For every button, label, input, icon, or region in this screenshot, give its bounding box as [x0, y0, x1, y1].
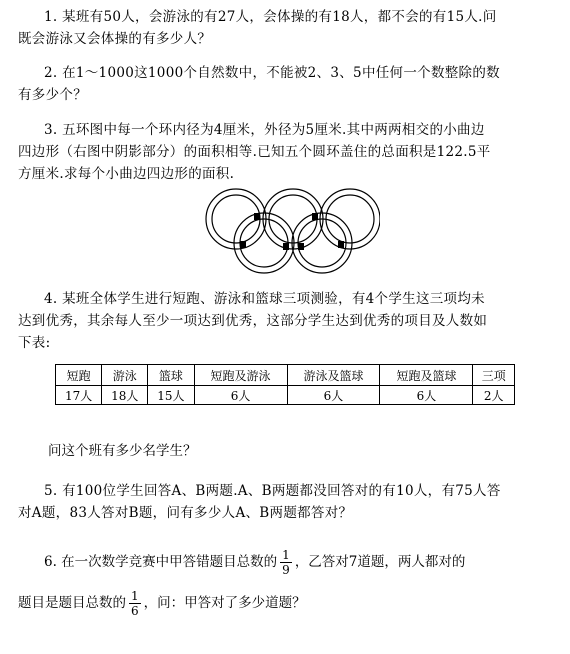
problem-6-text-c: 题目是题目总数的: [18, 595, 126, 611]
ring-top-right-outer: [320, 189, 380, 249]
problem-6-text-a: 6. 在一次数学竞赛中甲答错题目总数的: [44, 554, 278, 570]
table-header-cell: 短跑及游泳: [194, 365, 287, 386]
problem-3: [18, 119, 554, 185]
shaded-overlap-4: [298, 243, 304, 250]
problem-2-line-1: 2. 在1～1000这1000个自然数中，不能被2、3、5中任何一个数整除的数: [44, 65, 500, 81]
table-header-cell: 三项: [473, 365, 515, 386]
table-cell: 6人: [287, 386, 380, 405]
problem-6-text-b: ，乙答对7道题，两人都对的: [294, 554, 466, 570]
table-row: [56, 386, 515, 405]
problem-6-line-2: [18, 589, 306, 618]
ring-top-right-inner: [326, 195, 374, 243]
table-header-cell: 游泳及篮球: [287, 365, 380, 386]
problem-2-line-2: 有多少个？: [18, 87, 87, 103]
shaded-overlap-3: [283, 243, 289, 250]
problem-1-line-2: 既会游泳又会体操的有多少人？: [18, 31, 212, 47]
fraction-numerator: 1: [282, 548, 290, 562]
olympic-rings-figure: [200, 186, 380, 276]
table-cell: 2人: [473, 386, 515, 405]
shaded-overlap-6: [338, 241, 344, 248]
ring-top-left-inner: [212, 195, 260, 243]
problem-4-line-3: 下表:: [18, 335, 51, 351]
problem-4: [18, 288, 554, 354]
fraction-numerator: 1: [131, 589, 139, 603]
fraction-denominator: 9: [282, 563, 290, 577]
problem-3-line-1: 3. 五环图中每一个环内径为4厘米，外径为5厘米.其中两两相交的小曲边: [44, 122, 485, 138]
problem-4-question: 问这个班有多少名学生？: [48, 443, 197, 459]
excellence-table: [55, 364, 515, 405]
fraction-denominator: 6: [131, 604, 139, 618]
problem-1: [18, 6, 554, 50]
problem-1-line-1: 1. 某班有50人，会游泳的有27人，会体操的有18人，都不会的有15人.问: [44, 9, 497, 25]
fraction-one-ninth: [280, 548, 292, 577]
table-header-cell: 短跑及篮球: [380, 365, 473, 386]
problem-3-line-2: 四边形（右图中阴影部分）的面积相等.已知五个圆环盖住的总面积是122.5平: [18, 144, 491, 160]
problem-4-line-2: 达到优秀，其余每人至少一项达到优秀，这部分学生达到优秀的项目及人数如: [18, 313, 488, 329]
shaded-overlap-1: [254, 213, 260, 220]
table-header-cell: 短跑: [56, 365, 102, 386]
shaded-overlap-2: [240, 241, 246, 248]
table-header-row: [56, 365, 515, 386]
problem-6-line-1: [44, 548, 465, 577]
problem-3-line-3: 方厘米.求每个小曲边四边形的面积.: [18, 166, 235, 182]
table-header-cell: 游泳: [102, 365, 148, 386]
shaded-overlap-5: [312, 213, 318, 220]
problem-4-line-1: 4. 某班全体学生进行短跑、游泳和篮球三项测验，有4个学生这三项均未: [44, 291, 485, 307]
table-cell: 17人: [56, 386, 102, 405]
table-header-cell: 篮球: [148, 365, 194, 386]
problem-5-line-2: 对A题，83人答对B题，问有多少人A、B两题都答对？: [18, 505, 353, 521]
problem-2: [18, 62, 554, 106]
table-cell: 6人: [380, 386, 473, 405]
table-cell: 6人: [194, 386, 287, 405]
problem-5-line-1: 5. 有100位学生回答A、B两题.A、B两题都没回答对的有10人，有75人答: [44, 483, 501, 499]
problem-5: [18, 480, 554, 524]
table-cell: 15人: [148, 386, 194, 405]
fraction-one-sixth: [129, 589, 141, 618]
problem-6-text-d: ，问：甲答对了多少道题？: [143, 595, 306, 611]
table-cell: 18人: [102, 386, 148, 405]
